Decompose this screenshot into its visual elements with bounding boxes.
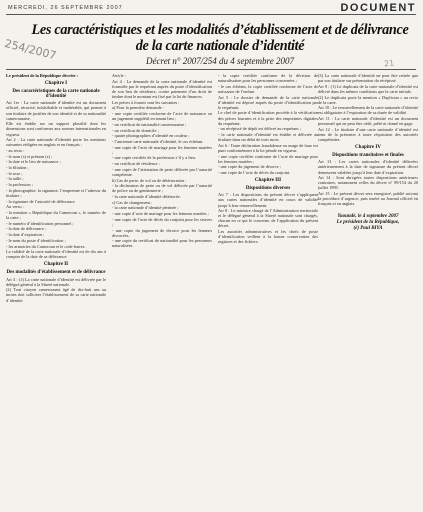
paragraph: - un certificat de domicile ; [112, 127, 159, 133]
page-header [8, 2, 416, 14]
section-brand: DOCUMENT [340, 2, 416, 14]
signature-line: Yaoundé, le 4 septembre 2007 [337, 214, 399, 220]
paragraph: - la filiation ; [6, 165, 29, 171]
section-heading: Des caractéristiques de la carte nationale d’identité [12, 89, 100, 100]
paragraph: - le sexe ; [6, 170, 23, 176]
paragraph: c) Cas de changement : [112, 199, 153, 205]
paragraph: - la taille ; [6, 176, 24, 182]
paragraph: Art 5 : Le dossier de demande de la carte nationale d’identité est déposé auprès du poste d’identification par le requérant. [218, 94, 318, 110]
paragraph: - l’ancienne carte nationale d’identité, le cas échéant. [112, 138, 204, 144]
section-heading: Chapitre I [44, 81, 68, 87]
handwritten-annotation: 254/2007 [3, 36, 58, 63]
paragraph: Art 10 : Le renouvellement de la carte nationale d’identité est obligatoire à l’expiration de sa durée de validité. [318, 105, 418, 116]
paragraph: - une copie certifiée conforme de l’acte de naissance ou un jugement supplétif en tenant lieu ; [112, 111, 212, 122]
paragraph: - quatre photographies d’identité en couleur ; [112, 133, 190, 139]
handwritten-page-mark: 21 [383, 58, 395, 69]
paragraph: Art 4 : La demande de la carte nationale d’identité est formulée par le requérant auprès du poste d’identification de son lieu de résidence, contre paiement d’un droit de timbre dont le montant est fixé par la loi de finances. [112, 78, 212, 99]
paragraph: - les armoiries du Cameroun et le code-barres. [6, 243, 86, 249]
paragraph: - la carte nationale d’identité détériorée. [112, 193, 181, 199]
text-column-4 [318, 73, 418, 509]
paragraph: - le numéro d’identification personnel ; [6, 220, 74, 226]
paragraph: Art 14 : Sont abrogées toutes dispositions antérieures contraires, notamment celles du décret n° 99/154 du 20 juillet 1999. [318, 175, 418, 191]
paragraph: Art 2 : La carte nationale d’identité porte les mentions suivantes rédigées en anglais et en français : [6, 137, 106, 148]
paragraph: - une copie du jugement de divorce pour les femmes divorcées. [112, 227, 212, 238]
header-rule [6, 14, 416, 15]
text-column-1 [6, 73, 106, 509]
paragraph: b) Cas de perte, de vol ou de détérioration : [112, 177, 187, 183]
paragraph: - une copie certifiée de la profession s’il y a lieu. [112, 155, 196, 161]
paragraph: (2) Le duplicata porte la mention « Duplicata » au recto de la carte. [318, 94, 418, 105]
paragraph: - le cas échéant, la copie certifiée conforme de l’acte de naissance de l’enfant. [218, 83, 318, 94]
paragraph: - la photographie, la signature, l’empreinte et l’adresse du titulaire ; [6, 187, 106, 198]
paragraph: - une copie du certificat de nationalité pour les personnes naturalisées. [112, 238, 212, 249]
paragraph: - une copie de l’acte de mariage pour les femmes mariées ; [112, 144, 212, 155]
paragraph: Art 7 : Les dispositions du présent décret s’appliquent aux cartes nationales d’identité en cours de validité jusqu’à leur renouvellement. [218, 192, 318, 208]
paragraph: - une copie certifiée conforme de l’acte de mariage pour les femmes mariées ; [218, 153, 318, 164]
paragraph: - la carte nationale d’identité périmée ; [112, 205, 179, 211]
paragraph: - une copie du jugement de divorce ; [218, 164, 281, 170]
paragraph: Art 12 : Le titulaire d’une carte nationale d’identité est tenu de la présenter à toute réquisition des autorités compétentes. [318, 126, 418, 143]
section-heading: Chapitre II [43, 262, 69, 268]
paragraph: - un certificat de résidence ; [112, 161, 160, 167]
paragraph: Art 11 : La carte nationale d’identité est un document personnel qui ne peut être cédé, prêté ni donné en gage. [318, 116, 418, 127]
paragraph: - le nom (s) et prénom (s) ; [6, 153, 53, 159]
intro-line: Le président de la République décrète : [6, 73, 79, 78]
paragraph: - au recto : [6, 148, 25, 153]
paragraph: Les pièces à fournir sont les suivantes : [112, 99, 180, 105]
signature-line: (é) Paul BIYA [353, 226, 383, 232]
paragraph: - la déclaration de perte ou de vol délivrée par l’autorité de police ou de gendarmerie ; [112, 183, 212, 194]
paragraph: Le chef de poste d’identification procède à la vérification des pièces fournies et à la prise des empreintes digitales du requérant. [218, 110, 318, 126]
paragraph: - la date de délivrance ; [6, 226, 47, 232]
paragraph: Elle est établie sur un support plastifié dont les dimensions sont conformes aux normes internationales en vigueur. [6, 121, 106, 137]
title-rule [6, 69, 416, 70]
paragraph: - un certificat de nationalité camerounaise ; [112, 121, 187, 127]
paragraph: - une copie de l’attestation de perte délivrée par l’autorité compétente. [112, 166, 212, 177]
paragraph: Art 13 : Les cartes nationales d’identité délivrées antérieurement à la date de signature du présent décret demeurent valables jusqu’à leur date d’expiration. [318, 159, 418, 175]
paragraph: (2) Tout citoyen camerounais âgé de dix-huit ans au moins doit solliciter l’établissement de sa carte nationale d’identité. [6, 287, 106, 303]
paragraph: Les autorités administratives et les chefs de poste d’identification veillent à la bonne conservation des registres et des fichiers. [218, 229, 318, 245]
text-column-3 [218, 73, 318, 509]
paragraph: Art 1er : La carte nationale d’identité est un document officiel, sécurisé, infalsifiable et inaltérable, qui permet à son titulaire de justifier de son identité et de sa nationalité camerounaise. [6, 100, 106, 121]
paragraph: - la date et le lieu de naissance ; [6, 159, 61, 165]
paragraph: La validité de la carte nationale d’identité est de dix ans à compter de la date de sa délivrance. [6, 249, 106, 260]
section-heading: Chapitre IV [355, 145, 381, 151]
paragraph: - une copie de l’acte de décès du conjoint pour les veuves ; [112, 216, 212, 227]
paragraph: (3) La carte nationale d’identité ne peut être retirée que par son titulaire sur présentation du récépissé. [318, 73, 418, 84]
paragraph: - la profession ; [6, 182, 33, 188]
section-heading: Dispositions diverses [245, 186, 291, 192]
paragraph: Au verso : [6, 204, 24, 210]
paragraph: - une copie de l’acte de décès du conjoint. [218, 170, 291, 176]
text-column-2 [112, 73, 212, 509]
section-heading: Dispositions transitoires et finales [332, 153, 404, 159]
paragraph: - la carte nationale d’identité est établie et délivrée au titulaire dans un délai de trois mois. [218, 132, 318, 143]
paragraph: Art 15 : Le présent décret sera enregistré, publié suivant la procédure d’urgence, puis inséré au Journal officiel en français et en anglais. [318, 191, 418, 207]
paragraph: - la mention « République du Cameroun », le numéro de la carte ; [6, 209, 106, 221]
paragraph: - la signature de l’autorité de délivrance. [6, 198, 76, 204]
paragraph: Art 8 : Le ministre chargé de l’Administration territoriale et le délégué général à la Sûreté nationale sont chargés, chacun en ce qui le concerne, de l’application du présent décret. [218, 208, 318, 229]
section-heading: Des modalités d’établissement et de délivrance [6, 270, 106, 276]
paragraph: Art 3 : (1) La carte nationale d’identité est délivrée par le délégué général à la Sûreté nationale. [6, 276, 106, 287]
signature-block [318, 214, 418, 232]
header-date: MERCREDI, 26 SEPTEMBRE 2007 [8, 5, 123, 11]
article-title: Les caractéristiques et les modalités d’établissement et de délivrance de la carte nationale d’identité [31, 22, 409, 54]
paragraph: Art 9 : (1) Le duplicata de la carte nationale d’identité est délivré dans les mêmes conditions que la carte initiale. [318, 83, 418, 94]
paragraph: - un récépissé de dépôt est délivré au requérant ; [218, 126, 301, 132]
signature-line: Le président de la République, [336, 220, 400, 226]
paragraph: - la date d’expiration ; [6, 232, 45, 238]
decree-reference: Décret n° 2007/254 du 4 septembre 2007 [146, 56, 294, 66]
italic-line: Article : [112, 73, 127, 78]
paragraph: - une copie d’acte de mariage pour les femmes mariées ; [112, 211, 209, 217]
paragraph: Art 6 : Toute déclaration frauduleuse ou usage de faux est puni conformément à la loi pénale en vigueur. [218, 142, 318, 153]
paragraph: a) Pour la première demande : [112, 105, 164, 111]
section-heading: Chapitre III [254, 178, 282, 184]
paragraph: - le nom du poste d’identification ; [6, 237, 66, 243]
paragraph: - la copie certifiée conforme de la décision de naturalisation pour les personnes concernées ; [218, 73, 318, 84]
